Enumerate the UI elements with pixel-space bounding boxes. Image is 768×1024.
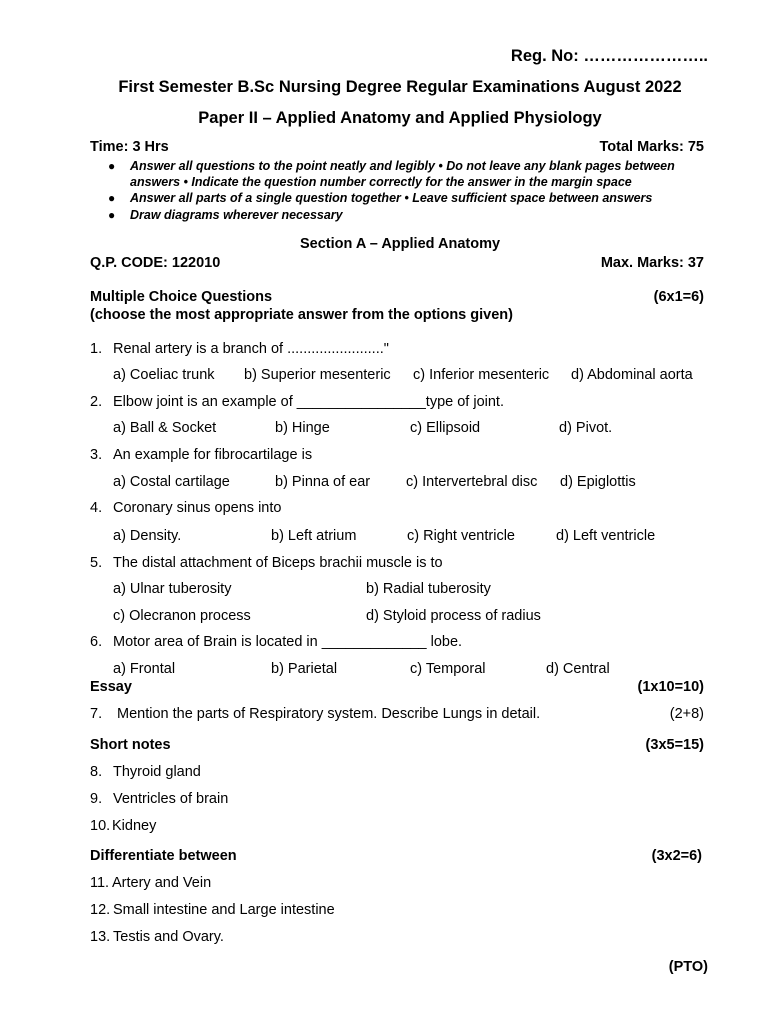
question-text: Mention the parts of Respiratory system. Describe Lungs in detail. bbox=[117, 706, 541, 722]
question-text: Elbow joint is an example of ________________type of joint. bbox=[113, 394, 504, 410]
question-number: 13. bbox=[90, 929, 111, 945]
question-text: Renal artery is a branch of ........................" bbox=[113, 341, 389, 357]
option: d) Styloid process of radius bbox=[366, 608, 541, 624]
question-number: 9. bbox=[90, 791, 103, 807]
instruction-line: Answer all questions to the point neatly and legibly • Do not leave any blank pages between bbox=[130, 159, 675, 173]
option: b) Left atrium bbox=[271, 528, 357, 544]
option: d) Central bbox=[546, 661, 610, 677]
bullet-icon: ● bbox=[108, 208, 116, 222]
option: b) Hinge bbox=[275, 420, 330, 436]
question-text: The distal attachment of Biceps brachii muscle is to bbox=[113, 555, 443, 571]
paper-title: Paper II – Applied Anatomy and Applied Physiology bbox=[198, 109, 602, 127]
short-notes-heading: Short notes bbox=[90, 737, 171, 753]
question-number: 4. bbox=[90, 500, 103, 516]
total-marks: Total Marks: 75 bbox=[599, 139, 704, 155]
mcq-marks: (6x1=6) bbox=[653, 289, 704, 305]
question-number: 8. bbox=[90, 764, 103, 780]
option: d) Left ventricle bbox=[556, 528, 656, 544]
differentiate-marks: (3x2=6) bbox=[651, 848, 702, 864]
question-text: An example for fibrocartilage is bbox=[113, 447, 313, 463]
option: a) Density. bbox=[113, 528, 182, 544]
option: d) Pivot. bbox=[559, 420, 613, 436]
option: a) Frontal bbox=[113, 661, 176, 677]
question-number: 11. bbox=[90, 875, 110, 891]
option: a) Coeliac trunk bbox=[113, 367, 215, 383]
option: c) Right ventricle bbox=[407, 528, 515, 544]
instruction-line: Draw diagrams wherever necessary bbox=[130, 208, 343, 222]
short-notes-marks: (3x5=15) bbox=[645, 737, 704, 753]
differentiate-heading: Differentiate between bbox=[90, 848, 237, 864]
option: b) Radial tuberosity bbox=[366, 581, 491, 597]
question-text: Testis and Ovary. bbox=[113, 929, 224, 945]
mcq-subheading: (choose the most appropriate answer from the options given) bbox=[90, 307, 513, 323]
essay-marks: (1x10=10) bbox=[637, 679, 704, 695]
option: b) Superior mesenteric bbox=[244, 367, 391, 383]
question-number: 5. bbox=[90, 555, 103, 571]
question-number: 12. bbox=[90, 902, 111, 918]
option: d) Epiglottis bbox=[560, 474, 636, 490]
question-number: 10. bbox=[90, 818, 111, 834]
question-text: Thyroid gland bbox=[113, 764, 201, 780]
question-text: Coronary sinus opens into bbox=[113, 500, 282, 516]
qp-code: Q.P. CODE: 122010 bbox=[90, 255, 221, 271]
mcq-heading: Multiple Choice Questions bbox=[90, 289, 273, 305]
question-text: Kidney bbox=[112, 818, 157, 834]
option: c) Inferior mesenteric bbox=[413, 367, 550, 383]
option: c) Ellipsoid bbox=[410, 420, 481, 436]
pto-label: (PTO) bbox=[668, 959, 708, 975]
max-marks: Max. Marks: 37 bbox=[600, 255, 704, 271]
option: a) Costal cartilage bbox=[113, 474, 230, 490]
essay-heading: Essay bbox=[90, 679, 132, 695]
exam-title: First Semester B.Sc Nursing Degree Regular Examinations August 2022 bbox=[118, 78, 682, 96]
option: a) Ball & Socket bbox=[113, 420, 217, 436]
bullet-icon: ● bbox=[108, 191, 116, 205]
question-text: Motor area of Brain is located in _____________ lobe. bbox=[113, 634, 463, 650]
bullet-icon: ● bbox=[108, 159, 116, 173]
time-label: Time: 3 Hrs bbox=[90, 139, 169, 155]
question-number: 7. bbox=[90, 706, 103, 722]
question-number: 2. bbox=[90, 394, 103, 410]
option: b) Parietal bbox=[271, 661, 338, 677]
instruction-line: answers • Indicate the question number correctly for the answer in the margin space bbox=[130, 175, 632, 189]
section-title: Section A – Applied Anatomy bbox=[299, 236, 501, 252]
essay-split: (2+8) bbox=[669, 706, 704, 722]
instruction-line: Answer all parts of a single question together • Leave sufficient space between answers bbox=[130, 191, 653, 205]
question-text: Artery and Vein bbox=[112, 875, 212, 891]
question-number: 3. bbox=[90, 447, 103, 463]
reg-no: Reg. No: ………………….. bbox=[510, 47, 708, 65]
option: c) Intervertebral disc bbox=[406, 474, 538, 490]
question-text: Ventricles of brain bbox=[113, 791, 229, 807]
question-text: Small intestine and Large intestine bbox=[113, 902, 335, 918]
option: c) Temporal bbox=[410, 661, 486, 677]
question-number: 6. bbox=[90, 634, 103, 650]
option: a) Ulnar tuberosity bbox=[113, 581, 232, 597]
option: c) Olecranon process bbox=[113, 608, 251, 624]
question-number: 1. bbox=[90, 341, 103, 357]
option: b) Pinna of ear bbox=[275, 474, 371, 490]
option: d) Abdominal aorta bbox=[571, 367, 693, 383]
